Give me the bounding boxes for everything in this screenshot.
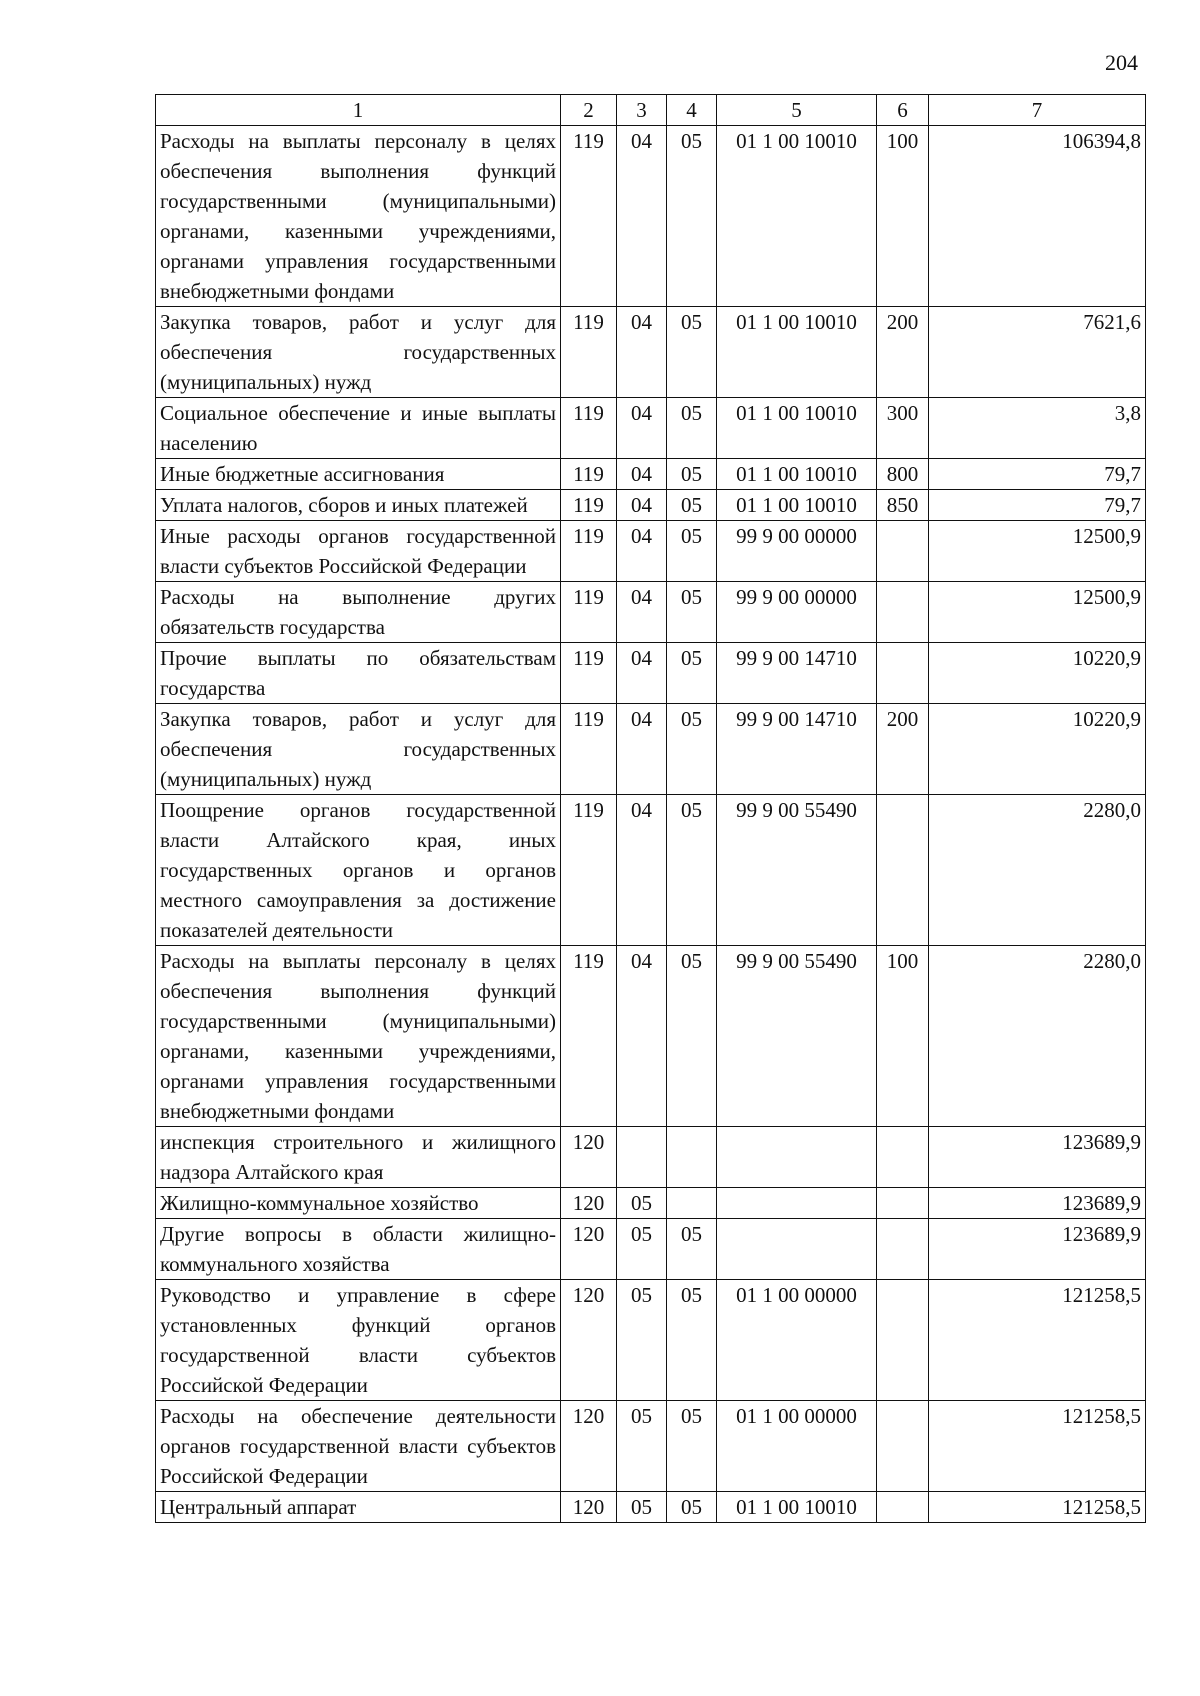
table-row [156,643,1146,704]
column-header: 4 [667,95,717,126]
amount-value: 3,8 [929,398,1146,459]
subsection-code: 05 [667,490,717,521]
target-article-code: 01 1 00 10010 [717,1492,877,1523]
admin-code: 120 [561,1127,617,1188]
page-number: 204 [1105,50,1138,75]
section-code: 04 [617,307,667,398]
subsection-code: 05 [667,795,717,946]
column-header: 5 [717,95,877,126]
target-article-code: 99 9 00 14710 [717,704,877,795]
admin-code: 119 [561,521,617,582]
table-row [156,398,1146,459]
column-header: 1 [156,95,561,126]
amount-value: 121258,5 [929,1280,1146,1401]
amount-value: 79,7 [929,459,1146,490]
target-article-code: 99 9 00 14710 [717,643,877,704]
row-description: Иные бюджетные ассигнования [156,459,561,490]
target-article-code: 01 1 00 10010 [717,398,877,459]
table-row [156,795,1146,946]
admin-code: 119 [561,643,617,704]
row-description: Руководство и управление в сфере установленных функций органов государственной власти субъектов Российской Федерации [156,1280,561,1401]
table-row [156,946,1146,1127]
subsection-code: 05 [667,643,717,704]
admin-code: 119 [561,704,617,795]
expense-type-code: 200 [877,704,929,795]
admin-code: 120 [561,1280,617,1401]
section-code: 04 [617,795,667,946]
row-description: Прочие выплаты по обязательствам государства [156,643,561,704]
amount-value: 7621,6 [929,307,1146,398]
admin-code: 119 [561,490,617,521]
row-description: инспекция строительного и жилищного надзора Алтайского края [156,1127,561,1188]
budget-table [155,94,1146,1523]
target-article-code [717,1188,877,1219]
subsection-code: 05 [667,946,717,1127]
amount-value: 10220,9 [929,643,1146,704]
amount-value: 123689,9 [929,1127,1146,1188]
column-header: 6 [877,95,929,126]
section-code: 04 [617,398,667,459]
row-description: Расходы на обеспечение деятельности органов государственной власти субъектов Российской Федерации [156,1401,561,1492]
row-description: Уплата налогов, сборов и иных платежей [156,490,561,521]
target-article-code: 01 1 00 10010 [717,126,877,307]
row-description: Жилищно-коммунальное хозяйство [156,1188,561,1219]
amount-value: 123689,9 [929,1219,1146,1280]
target-article-code: 01 1 00 00000 [717,1401,877,1492]
subsection-code: 05 [667,1492,717,1523]
admin-code: 119 [561,307,617,398]
expense-type-code [877,521,929,582]
row-description: Закупка товаров, работ и услуг для обеспечения государственных (муниципальных) нужд [156,307,561,398]
expense-type-code [877,1492,929,1523]
expense-type-code: 100 [877,126,929,307]
table-row [156,1188,1146,1219]
admin-code: 119 [561,398,617,459]
admin-code: 119 [561,459,617,490]
subsection-code: 05 [667,126,717,307]
expense-type-code: 100 [877,946,929,1127]
subsection-code [667,1127,717,1188]
subsection-code: 05 [667,1401,717,1492]
row-description: Закупка товаров, работ и услуг для обеспечения государственных (муниципальных) нужд [156,704,561,795]
expense-type-code: 800 [877,459,929,490]
expense-type-code [877,582,929,643]
table-row [156,521,1146,582]
subsection-code: 05 [667,582,717,643]
target-article-code: 99 9 00 00000 [717,582,877,643]
target-article-code: 01 1 00 10010 [717,307,877,398]
amount-value: 10220,9 [929,704,1146,795]
section-code: 04 [617,521,667,582]
expense-type-code [877,795,929,946]
row-description: Социальное обеспечение и иные выплаты населению [156,398,561,459]
table-row [156,582,1146,643]
amount-value: 2280,0 [929,795,1146,946]
row-description: Расходы на выполнение других обязательств государства [156,582,561,643]
amount-value: 2280,0 [929,946,1146,1127]
expense-type-code: 200 [877,307,929,398]
section-code: 04 [617,490,667,521]
subsection-code: 05 [667,459,717,490]
section-code: 04 [617,582,667,643]
target-article-code: 99 9 00 55490 [717,946,877,1127]
subsection-code: 05 [667,1280,717,1401]
section-code: 05 [617,1188,667,1219]
expense-type-code [877,1280,929,1401]
expense-type-code: 850 [877,490,929,521]
column-header: 7 [929,95,1146,126]
admin-code: 120 [561,1492,617,1523]
admin-code: 119 [561,795,617,946]
table-row [156,1401,1146,1492]
section-code: 05 [617,1219,667,1280]
expense-type-code [877,643,929,704]
amount-value: 121258,5 [929,1401,1146,1492]
section-code: 05 [617,1401,667,1492]
table-row [156,126,1146,307]
section-code: 05 [617,1280,667,1401]
subsection-code: 05 [667,1219,717,1280]
target-article-code [717,1127,877,1188]
section-code: 04 [617,643,667,704]
admin-code: 120 [561,1188,617,1219]
table-row [156,1127,1146,1188]
section-code: 04 [617,946,667,1127]
subsection-code: 05 [667,704,717,795]
amount-value: 106394,8 [929,126,1146,307]
subsection-code: 05 [667,521,717,582]
row-description: Расходы на выплаты персоналу в целях обеспечения выполнения функций государственными (муниципальными) органами, казенными учреждениями, органами управления государственными внебюджетными фондами [156,126,561,307]
expense-type-code [877,1188,929,1219]
table-row [156,1280,1146,1401]
table-row [156,459,1146,490]
subsection-code: 05 [667,307,717,398]
table-row [156,307,1146,398]
subsection-code [667,1188,717,1219]
target-article-code: 99 9 00 55490 [717,795,877,946]
amount-value: 12500,9 [929,521,1146,582]
table-row [156,1219,1146,1280]
row-description: Центральный аппарат [156,1492,561,1523]
row-description: Расходы на выплаты персоналу в целях обеспечения выполнения функций государственными (муниципальными) органами, казенными учреждениями, органами управления государственными внебюджетными фондами [156,946,561,1127]
amount-value: 79,7 [929,490,1146,521]
expense-type-code [877,1127,929,1188]
expense-type-code: 300 [877,398,929,459]
target-article-code [717,1219,877,1280]
section-code: 04 [617,126,667,307]
table-row [156,1492,1146,1523]
amount-value: 12500,9 [929,582,1146,643]
admin-code: 119 [561,126,617,307]
section-code [617,1127,667,1188]
target-article-code: 01 1 00 10010 [717,490,877,521]
admin-code: 120 [561,1219,617,1280]
table-row [156,490,1146,521]
row-description: Другие вопросы в области жилищно-коммунального хозяйства [156,1219,561,1280]
admin-code: 119 [561,582,617,643]
header-row [156,95,1146,126]
section-code: 04 [617,459,667,490]
amount-value: 121258,5 [929,1492,1146,1523]
section-code: 04 [617,704,667,795]
expense-type-code [877,1219,929,1280]
target-article-code: 99 9 00 00000 [717,521,877,582]
section-code: 05 [617,1492,667,1523]
table-row [156,704,1146,795]
target-article-code: 01 1 00 00000 [717,1280,877,1401]
target-article-code: 01 1 00 10010 [717,459,877,490]
admin-code: 120 [561,1401,617,1492]
column-header: 2 [561,95,617,126]
column-header: 3 [617,95,667,126]
row-description: Иные расходы органов государственной власти субъектов Российской Федерации [156,521,561,582]
expense-type-code [877,1401,929,1492]
admin-code: 119 [561,946,617,1127]
row-description: Поощрение органов государственной власти Алтайского края, иных государственных органов и органов местного самоуправления за достижение показателей деятельности [156,795,561,946]
subsection-code: 05 [667,398,717,459]
amount-value: 123689,9 [929,1188,1146,1219]
